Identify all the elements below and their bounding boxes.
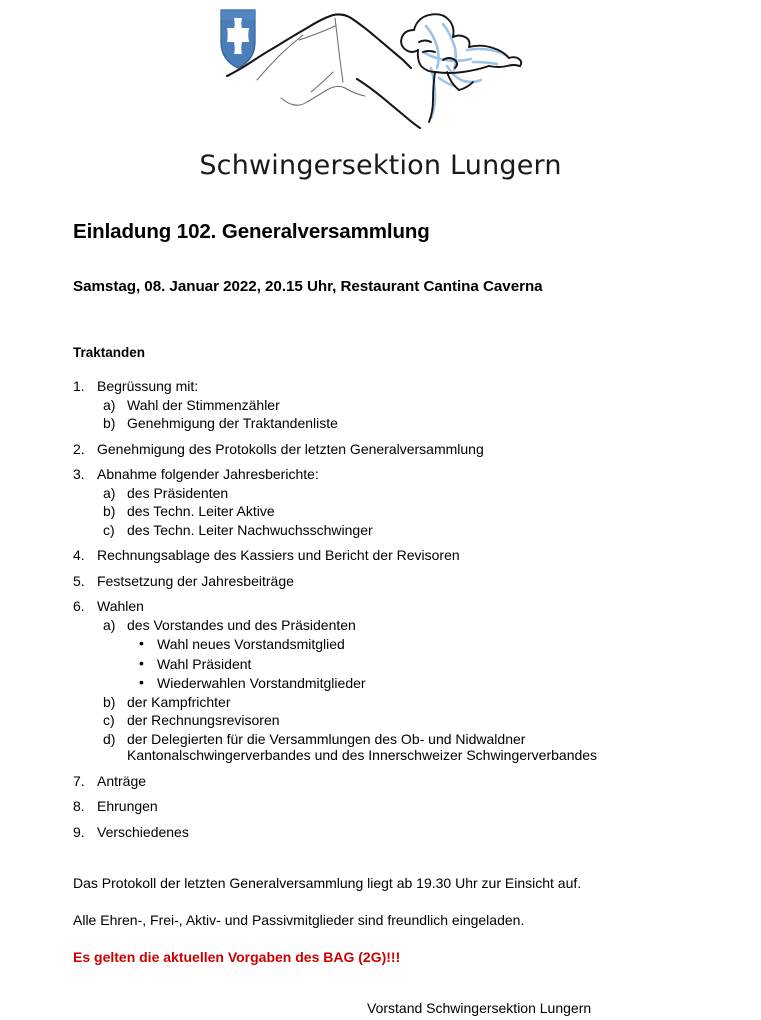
agenda-item bbox=[73, 378, 673, 432]
agenda-item-marker: 5. bbox=[73, 572, 85, 589]
agenda-subitem-label: der Delegierten für die Versammlungen des Ob- und Nidwaldner Kantonalschwingerverbandes und des Innerschweizer Schwingerverbandes bbox=[127, 730, 598, 764]
agenda-item-marker: 1. bbox=[73, 378, 85, 394]
agenda-subitem-label: des Techn. Leiter Aktive bbox=[127, 503, 275, 520]
club-logo bbox=[0, 4, 761, 181]
agenda-subitem-marker: a) bbox=[103, 616, 116, 633]
agenda-item bbox=[73, 547, 673, 564]
agenda-item bbox=[73, 441, 673, 458]
agenda-item bbox=[73, 466, 673, 538]
agenda-item-marker: 3. bbox=[73, 466, 85, 483]
bullet-dot-icon: • bbox=[139, 674, 144, 691]
agenda-item-label: Genehmigung des Protokolls der letzten Generalversammlung bbox=[97, 440, 484, 457]
agenda-subitem-label: des Techn. Leiter Nachwuchsschwinger bbox=[127, 521, 373, 538]
agenda-item-label: Anträge bbox=[97, 772, 147, 789]
agenda-item-label: Ehrungen bbox=[97, 798, 158, 815]
agenda-subitem-label: Wahl der Stimmenzähler bbox=[127, 396, 280, 413]
agenda-item-label: Wahlen bbox=[97, 598, 144, 615]
agenda-item bbox=[73, 798, 673, 815]
invitation-note: Alle Ehren-, Frei-, Aktiv- und Passivmitglieder sind freundlich eingeladen. bbox=[73, 911, 525, 928]
agenda-subitem-marker: d) bbox=[103, 730, 116, 747]
agenda-item-marker: 4. bbox=[73, 547, 85, 564]
closing-section bbox=[73, 875, 693, 965]
agenda-bullet-item bbox=[127, 636, 673, 653]
agenda-item-label: Rechnungsablage des Kassiers und Bericht der Revisoren bbox=[97, 547, 460, 564]
agenda-subitem-marker: a) bbox=[103, 484, 116, 501]
agenda-subitem-marker: c) bbox=[103, 712, 115, 729]
agenda-subitem-list bbox=[97, 397, 673, 432]
bullet-dot-icon: • bbox=[139, 654, 144, 671]
agenda-subitem-list bbox=[97, 485, 673, 539]
page-title: Einladung 102. Generalversammlung bbox=[73, 220, 430, 243]
agenda-bullet-label: Wahl Präsident bbox=[157, 655, 252, 672]
agenda-item-marker: 6. bbox=[73, 598, 85, 615]
agenda-subitem bbox=[97, 617, 673, 692]
agenda-subitem bbox=[97, 397, 673, 414]
agenda-subitem bbox=[97, 503, 673, 520]
bullet-dot-icon: • bbox=[139, 635, 144, 652]
agenda-item bbox=[73, 773, 673, 790]
agenda-subitem-marker: b) bbox=[103, 693, 116, 710]
agenda-subitem bbox=[97, 731, 673, 764]
agenda-subitem-marker: c) bbox=[103, 521, 115, 538]
agenda-heading: Traktanden bbox=[73, 345, 146, 360]
logo-wordmark: Schwingersektion Lungern bbox=[199, 150, 562, 181]
agenda-item-marker: 2. bbox=[73, 440, 85, 457]
agenda-item bbox=[73, 598, 673, 764]
agenda-subitem-label: der Rechnungsrevisoren bbox=[127, 712, 280, 729]
event-details: Samstag, 08. Januar 2022, 20.15 Uhr, Restaurant Cantina Caverna bbox=[73, 278, 543, 295]
agenda-item-label: Begrüssung mit: bbox=[97, 378, 199, 394]
covid-warning: Es gelten die aktuellen Vorgaben des BAG (2G)!!! bbox=[73, 948, 401, 965]
agenda-subitem bbox=[97, 485, 673, 502]
agenda-item-marker: 8. bbox=[73, 798, 85, 815]
protocol-note: Das Protokoll der letzten Generalversammlung liegt ab 19.30 Uhr zur Einsicht auf. bbox=[73, 875, 582, 891]
agenda-subitem-label: des Präsidenten bbox=[127, 484, 229, 501]
agenda-item bbox=[73, 573, 673, 590]
agenda-item bbox=[73, 824, 673, 841]
agenda-subitem-marker: b) bbox=[103, 415, 116, 432]
agenda-bullet-label: Wiederwahlen Vorstandmitglieder bbox=[157, 675, 366, 692]
agenda-subitem bbox=[97, 415, 673, 432]
agenda-item-label: Festsetzung der Jahresbeiträge bbox=[97, 572, 294, 589]
agenda-subitem-list bbox=[97, 617, 673, 764]
mountain-shading bbox=[257, 18, 365, 105]
agenda-bullet-item bbox=[127, 675, 673, 692]
agenda-subitem-label: Genehmigung der Traktandenliste bbox=[127, 415, 338, 432]
agenda-subitem bbox=[97, 522, 673, 539]
agenda-item-marker: 9. bbox=[73, 823, 85, 840]
agenda-subitem-label: der Kampfrichter bbox=[127, 693, 231, 710]
agenda-item-marker: 7. bbox=[73, 772, 85, 789]
agenda-bullet-list bbox=[127, 636, 673, 692]
logo-artwork bbox=[211, 4, 551, 149]
agenda-subitem-label: des Vorstandes und des Präsidenten bbox=[127, 616, 356, 633]
agenda-bullet-item bbox=[127, 656, 673, 673]
wrestlers-figure bbox=[401, 14, 521, 122]
agenda-subitem-marker: b) bbox=[103, 503, 116, 520]
agenda-list bbox=[73, 378, 673, 849]
agenda-item-label: Verschiedenes bbox=[97, 823, 189, 840]
agenda-subitem bbox=[97, 712, 673, 729]
obwalden-shield-icon bbox=[221, 10, 255, 68]
agenda-subitem bbox=[97, 694, 673, 711]
agenda-bullet-label: Wahl neues Vorstandsmitglied bbox=[157, 636, 345, 653]
agenda-subitem-marker: a) bbox=[103, 396, 116, 413]
agenda-item-label: Abnahme folgender Jahresberichte: bbox=[97, 466, 319, 483]
signature: Vorstand Schwingersektion Lungern bbox=[367, 1000, 592, 1016]
